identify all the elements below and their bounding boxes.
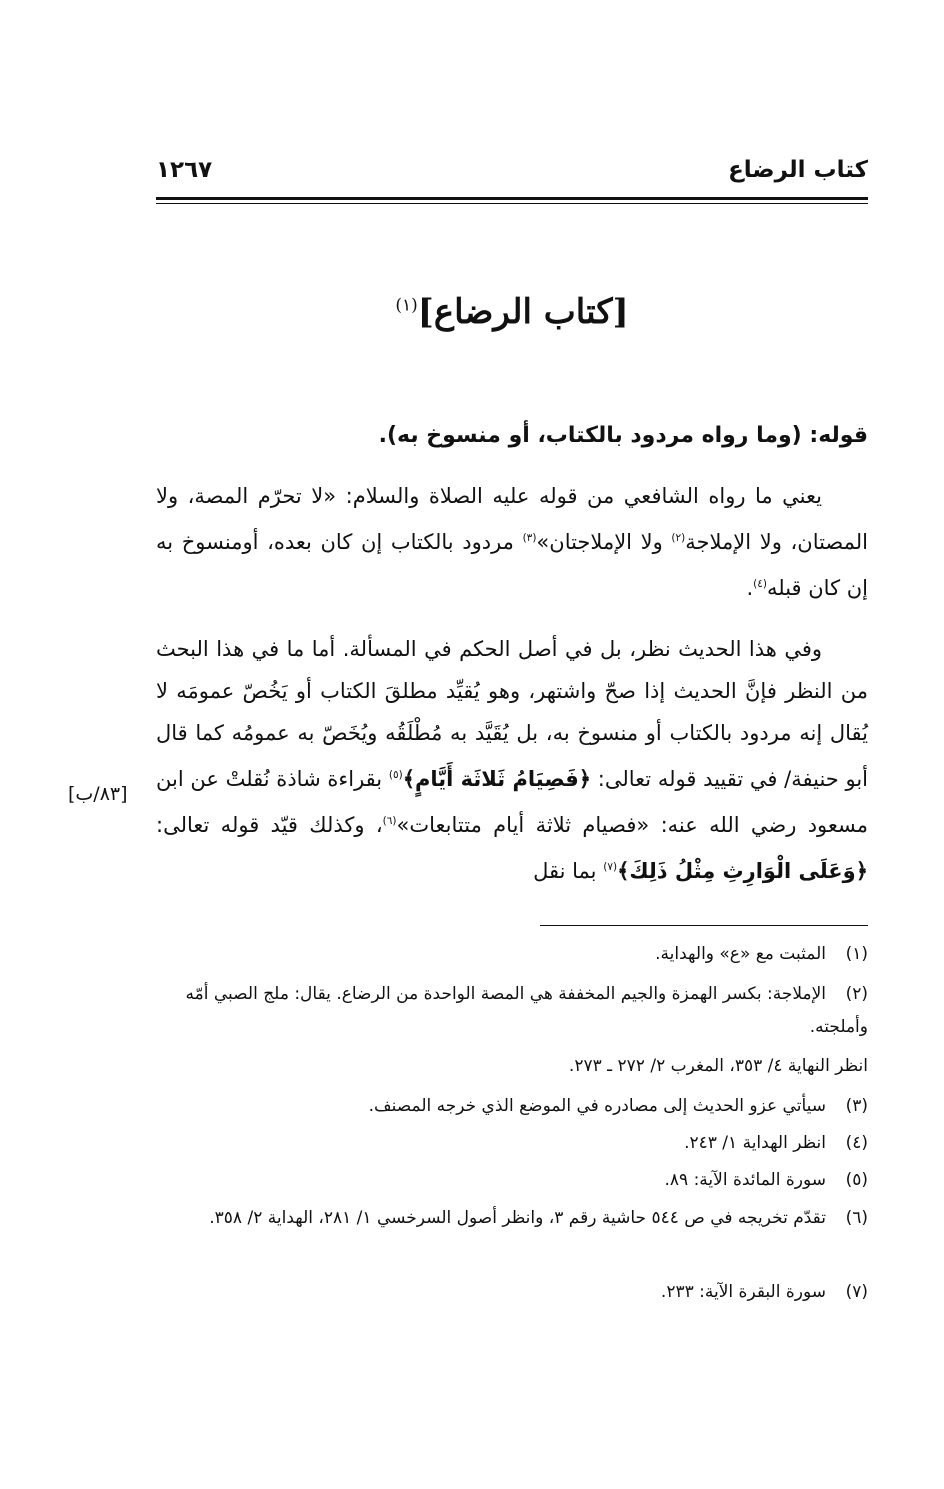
footnote-ref: (٣) <box>522 532 537 544</box>
paragraph-text: وفي هذا الحديث نظر، بل في أصل الحكم في المسألة. أما ما في هذا البحث من النظر فإنَّ الحديث إذا صحّ واشتهر، وهو يُقيِّد مطلقَ الكتاب أو يَخُصّ عمومَه لا يُقال إنه مردود بالكتاب أو منسوخ به، بل يُقَيَّد به مُطْلَقُه ويُخَصّ به عمومُه كما قال أبو حنيفة/ في تقييد قوله تعالى: <box>156 637 869 791</box>
footnote <box>156 1127 868 1160</box>
footnote-text: سيأتي عزو الحديث إلى مصادره في الموضع الذي خرجه المصنف. <box>368 1096 826 1116</box>
quran-quote: ﴿وَعَلَى الْوَارِثِ مِثْلُ ذَلِكَ﴾ <box>617 859 868 883</box>
footnote-separator <box>540 925 868 926</box>
footnote-continuation: انظر النهاية ٤/ ٣٥٣، المغرب ٢/ ٢٧٢ ـ ٢٧٣. <box>568 1056 868 1076</box>
chapter-title <box>156 292 868 332</box>
footnote <box>156 1090 868 1123</box>
header-rule-thick <box>156 197 868 200</box>
paragraph-text: يعني ما رواه الشافعي من قوله عليه الصلاة والسلام: «لا تحرّم المصة، ولا المصتان، ولا الإملاجة <box>156 484 869 554</box>
footnote-ref: (١) <box>395 295 418 316</box>
footnote-number: (٤) <box>845 1133 868 1153</box>
lead-line: قوله: (وما رواه مردود بالكتاب، أو منسوخ به). <box>378 423 868 448</box>
footnote <box>156 1202 868 1235</box>
running-head: كتاب الرضاع <box>728 157 868 183</box>
paragraph-text: ، وكذلك قيّد قوله تعالى: <box>156 813 383 837</box>
footnote-number: (٢) <box>845 984 868 1004</box>
footnote-number: (١) <box>845 944 868 964</box>
footnote <box>156 1276 868 1309</box>
footnote <box>156 978 868 1044</box>
footnote-number: (٥) <box>845 1170 868 1190</box>
paragraph-text: مردود بالكتاب إن كان بعده، أومنسوخ به إن كان قبله <box>156 530 868 600</box>
footnote-text: المثبت مع «ع» والهداية. <box>655 944 826 964</box>
footnote <box>156 1164 868 1197</box>
footnote-ref: (٧) <box>603 861 618 873</box>
paragraph-text: . <box>746 576 754 600</box>
footnote-text: انظر الهداية ١/ ٢٤٣. <box>684 1133 826 1153</box>
manuscript-folio-marker: [٨٣/ب] <box>68 783 128 805</box>
page-number: ١٢٦٧ <box>156 157 213 183</box>
footnote <box>156 938 868 971</box>
quran-quote: ﴿فَصِيَامُ ثَلاثَة أَيَّامٍ﴾ <box>402 767 592 791</box>
paragraph-1 <box>156 475 868 609</box>
footnote-text: سورة المائدة الآية: ٨٩. <box>664 1170 826 1190</box>
footnote-ref: (٥) <box>388 769 403 781</box>
footnote-text: الإملاجة: بكسر الهمزة والجيم المخففة هي المصة الواحدة من الرضاع. يقال: ملج الصبي أمّه وأملجته. <box>185 984 868 1037</box>
footnote-number: (٣) <box>845 1096 868 1116</box>
chapter-title-text: [كتاب الرضاع] <box>417 292 629 332</box>
footnote-text: تقدّم تخريجه في ص ٥٤٤ حاشية رقم ٣، وانظر أصول السرخسي ١/ ٢٨١، الهداية ٢/ ٣٥٨. <box>209 1208 826 1228</box>
header-rule-thin <box>156 203 868 204</box>
footnote-number: (٧) <box>845 1282 868 1302</box>
paragraph-text: بما نقل <box>533 859 604 883</box>
footnote-text: سورة البقرة الآية: ٢٣٣. <box>660 1282 826 1302</box>
footnote-ref: (٢) <box>671 532 686 544</box>
footnote-number: (٦) <box>845 1208 868 1228</box>
paragraph-text: ولا الإملاجتان» <box>536 530 672 554</box>
page-header <box>156 157 868 197</box>
paragraph-2 <box>156 628 868 892</box>
footnote-ref: (٦) <box>382 815 397 827</box>
footnote-ref: (٤) <box>753 578 767 590</box>
paragraph-text: بقراءة شاذة نُقلتْ عن ابن مسعود رضي الله عنه: «فصيام ثلاثة أيام متتابعات» <box>156 767 869 837</box>
